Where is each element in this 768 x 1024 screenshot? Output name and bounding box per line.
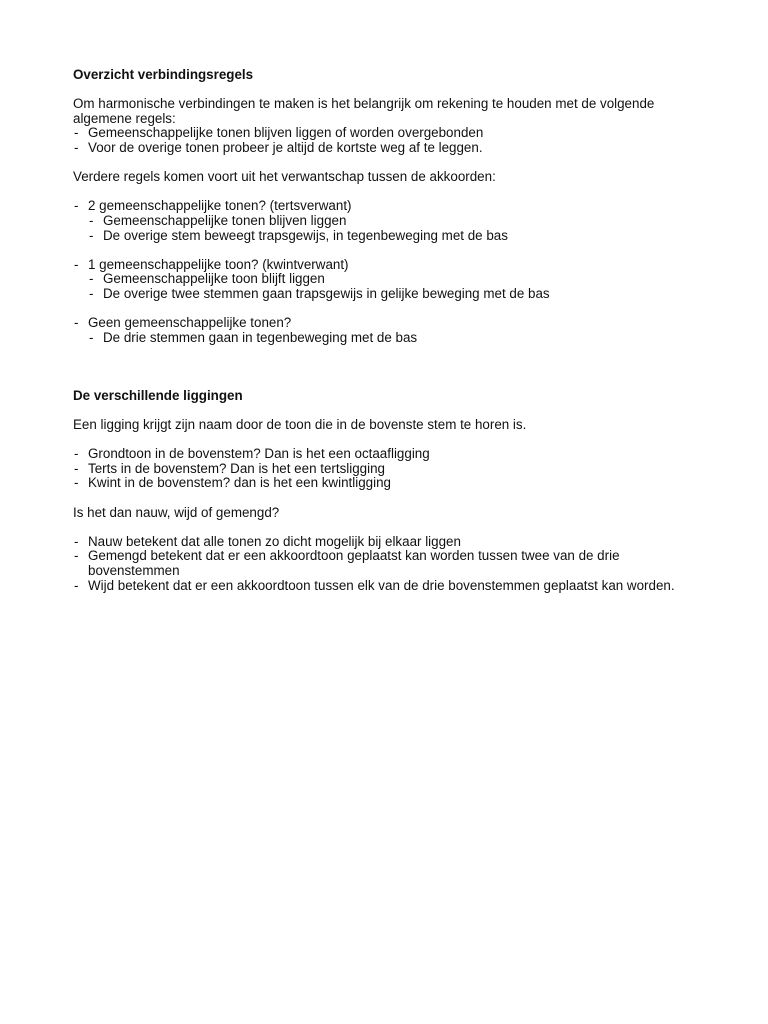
list-item: - Gemengd betekent dat er een akkoordtoon geplaatst kan worden tussen twee van de drie bovenstemmen <box>73 549 693 578</box>
list-item: - Gemeenschappelijke tonen blijven liggen of worden overgebonden <box>73 126 693 141</box>
spacer <box>73 185 693 200</box>
list-item: - Wijd betekent dat er een akkoordtoon tussen elk van de drie bovenstemmen geplaatst kan worden. <box>73 579 693 594</box>
document-page <box>73 68 693 593</box>
list-item: - 1 gemeenschappelijke toon? (kwintverwant) <box>73 258 693 273</box>
list-item: - Kwint in de bovenstem? dan is het een kwintligging <box>73 476 693 491</box>
ligging-intro-paragraph: Een ligging krijgt zijn naam door de toon die in de bovenste stem te horen is. <box>73 417 527 433</box>
list-item: - Grondtoon in de bovenstem? Dan is het een octaafligging <box>73 447 693 462</box>
sublist <box>73 214 693 243</box>
relation-group-none <box>73 316 693 331</box>
relation-group-tertsverwant <box>73 199 693 214</box>
definitions-list <box>73 535 693 593</box>
spacer <box>73 491 693 506</box>
question-paragraph: Is het dan nauw, wijd of gemengd? <box>73 504 280 520</box>
spacer <box>73 83 693 98</box>
list-item: - De drie stemmen gaan in tegenbeweging met de bas <box>73 331 693 346</box>
section-heading-liggingen: De verschillende liggingen <box>73 387 243 403</box>
spacer <box>73 156 693 171</box>
section-heading-verbindingsregels: Overzicht verbindingsregels <box>73 67 254 82</box>
relation-group-kwintverwant <box>73 258 693 273</box>
spacer <box>73 243 693 258</box>
list-item: - Geen gemeenschappelijke tonen? <box>73 316 693 331</box>
further-rules-paragraph: Verdere regels komen voort uit het verwantschap tussen de akkoorden: <box>73 169 496 185</box>
spacer <box>73 302 693 317</box>
list-item: - De overige stem beweegt trapsgewijs, in tegenbeweging met de bas <box>73 229 693 244</box>
list-item: - De overige twee stemmen gaan trapsgewijs in gelijke beweging met de bas <box>73 287 693 302</box>
intro-paragraph: Om harmonische verbindingen te maken is het belangrijk om rekening te houden met de volgende algemene regels: <box>73 96 655 126</box>
list-item: - 2 gemeenschappelijke tonen? (tertsverwant) <box>73 199 693 214</box>
positions-list <box>73 447 693 491</box>
general-rules-list <box>73 126 693 155</box>
list-item: - Voor de overige tonen probeer je altijd de kortste weg af te leggen. <box>73 141 693 156</box>
list-item: - Nauw betekent dat alle tonen zo dicht mogelijk bij elkaar liggen <box>73 535 693 550</box>
list-item: - Gemeenschappelijke toon blijft liggen <box>73 272 693 287</box>
spacer <box>73 345 693 374</box>
spacer <box>73 374 693 389</box>
spacer <box>73 520 693 535</box>
list-item: - Terts in de bovenstem? Dan is het een tertsligging <box>73 462 693 477</box>
sublist <box>73 331 693 346</box>
sublist <box>73 272 693 301</box>
spacer <box>73 403 693 418</box>
list-item: - Gemeenschappelijke tonen blijven liggen <box>73 214 693 229</box>
spacer <box>73 433 693 448</box>
